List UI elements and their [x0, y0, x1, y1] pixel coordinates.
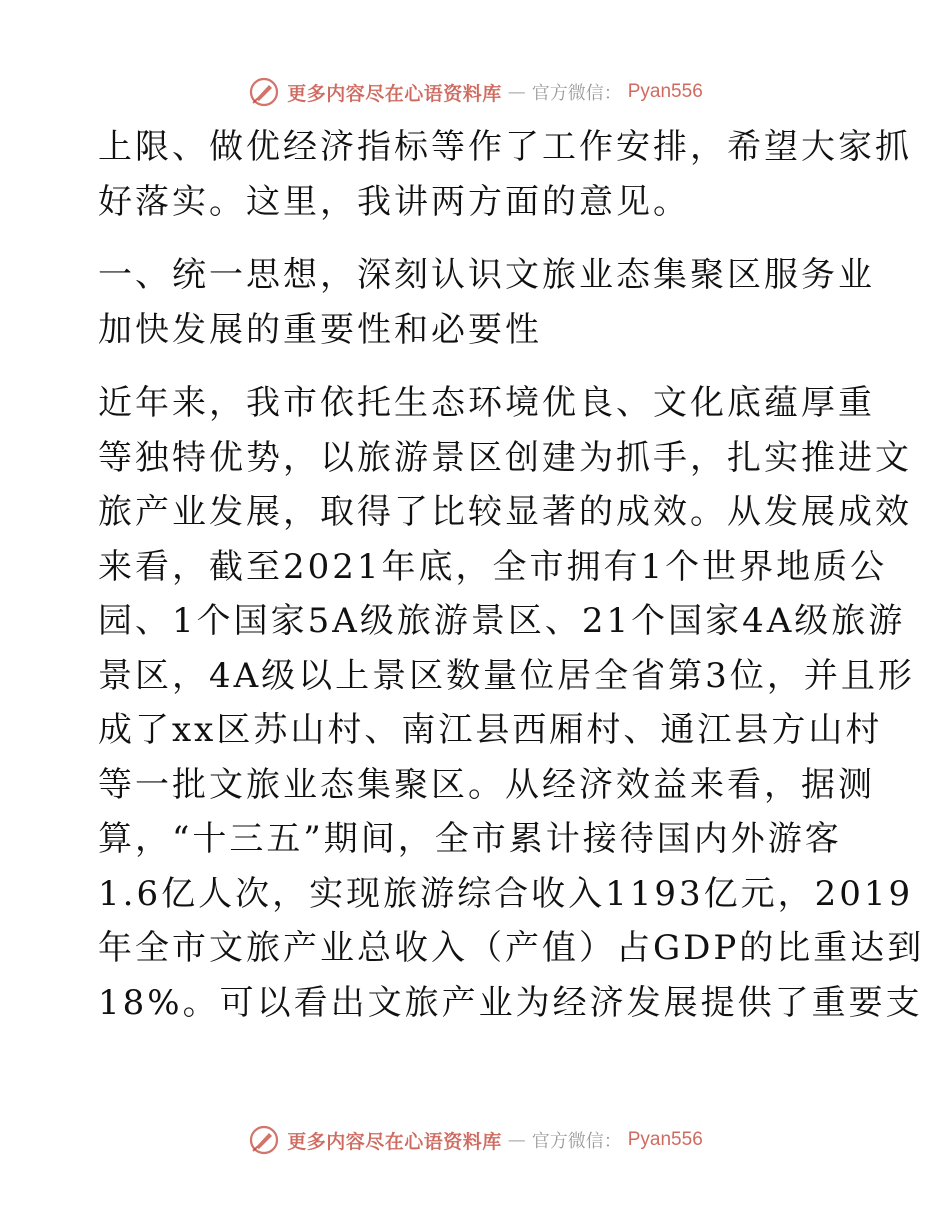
text-line: 1.6亿人次，实现旅游综合收入1193亿元，2019	[98, 873, 914, 914]
watermark-separator: —	[507, 81, 526, 103]
text-line: 近年来，我市依托生态环境优良、文化底蕴厚重	[98, 383, 875, 423]
document-body	[98, 120, 925, 1030]
text-line: 来看，截至2021年底，全市拥有1个世界地质公	[98, 546, 888, 587]
quill-logo-icon	[247, 1123, 281, 1157]
text-line: 等独特优势，以旅游景区创建为抓手，扎实推进文	[98, 437, 912, 478]
watermark-wechat-id: Pyan556	[627, 81, 703, 102]
text-line: 年全市文旅产业总收入（产值）占GDP的比重达到	[98, 928, 925, 968]
text-line: 园、1个国家5A级旅游景区、21个国家4A级旅游	[98, 601, 906, 641]
paragraph-body	[98, 376, 925, 1030]
watermark-text: 更多内容尽在心语资料库	[287, 1130, 502, 1153]
text-line: 上限、做优经济指标等作了工作安排，希望大家抓	[98, 127, 912, 167]
paragraph-intro	[98, 120, 912, 229]
text-line: 等一批文旅业态集聚区。从经济效益来看，据测	[98, 764, 875, 805]
watermark-separator: —	[507, 1129, 526, 1151]
text-line: 成了xx区苏山村、南江县西厢村、通江县方山村	[98, 710, 883, 750]
header-watermark	[0, 72, 950, 112]
footer-watermark	[0, 1120, 950, 1160]
watermark-text: 更多内容尽在心语资料库	[287, 82, 502, 105]
text-line: 旅产业发展，取得了比较显著的成效。从发展成效	[98, 492, 912, 532]
text-line: 18%。可以看出文旅产业为经济发展提供了重要支	[98, 982, 923, 1023]
section-heading	[98, 248, 875, 357]
quill-logo-icon	[247, 75, 281, 109]
heading-line: 一、统一思想，深刻认识文旅业态集聚区服务业	[98, 255, 875, 295]
watermark-label: 官方微信：	[531, 83, 622, 104]
text-line: 景区，4A级以上景区数量位居全省第3位，并且形	[98, 655, 915, 696]
watermark-wechat-id: Pyan556	[627, 1129, 703, 1150]
text-line: 好落实。这里，我讲两方面的意见。	[98, 181, 690, 222]
text-line: 算，“十三五”期间，全市累计接待国内外游客	[98, 819, 842, 859]
watermark-label: 官方微信：	[531, 1131, 622, 1152]
heading-line: 加快发展的重要性和必要性	[98, 309, 542, 350]
